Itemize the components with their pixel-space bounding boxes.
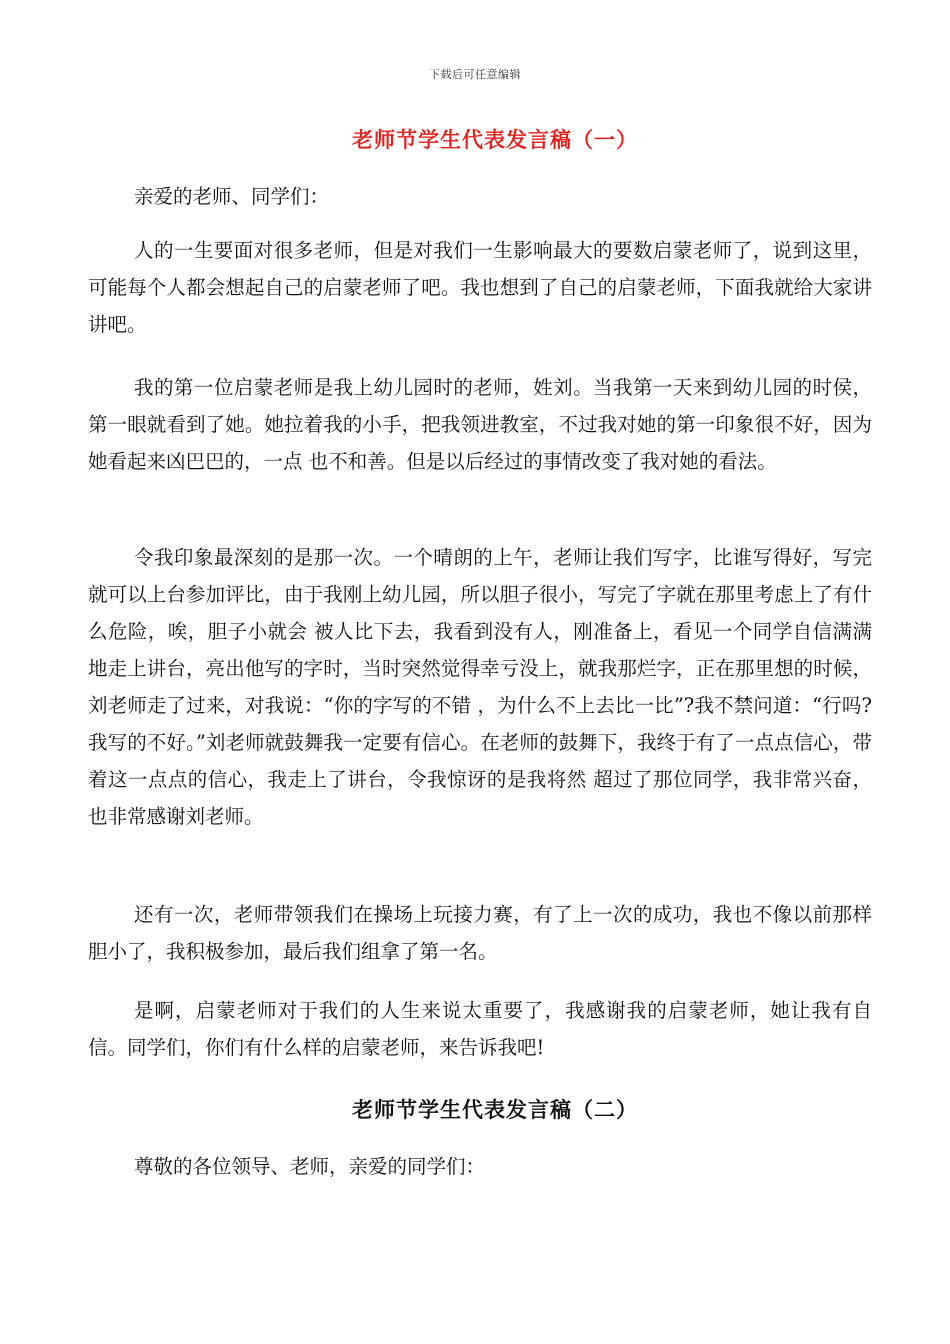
section1-paragraph-4: 还有一次，老师带领我们在操场上玩接力赛，有了上一次的成功，我也不像以前那样胆小了，我积极参加，最后我们组拿了第一名。 xyxy=(88,903,872,963)
section1-paragraph-2: 我的第一位启蒙老师是我上幼儿园时的老师，姓刘。当我第一天来到幼儿园的时侯，第一眼就看到了她。她拉着我的小手，把我领进教室，不过我对她的第一印象很不好，因为她看起来凶巴巴的，一点 也不和善。但是以后经过的事情改变了我对她的看法。 xyxy=(88,376,872,473)
section1-paragraph-5: 是啊，启蒙老师对于我们的人生来说太重要了，我感谢我的启蒙老师，她让我有自信。同学们，你们有什么样的启蒙老师，来告诉我吧! xyxy=(88,999,872,1059)
section1-greeting: 亲爱的老师、同学们： xyxy=(134,185,330,208)
section1-title: 老师节学生代表发言稿（一） xyxy=(352,127,638,152)
section2-greeting: 尊敬的各位领导、老师，亲爱的同学们： xyxy=(134,1155,486,1178)
section1-paragraph-3: 令我印象最深刻的是那一次。一个晴朗的上午，老师让我们写字，比谁写得好，写完就可以上台参加评比，由于我刚上幼儿园，所以胆子很小，写完了字就在那里考虑上了有什么危险，唉，胆子小就会 被人比下去，我看到没有人，刚准备上，看见一个同学自信满满地走上讲台，亮出他写的字时，当时突然觉得幸亏没上，就我那烂字，正在那里想的时候，刘老师走了过来，对我说：“你的字写的不错 ，为什么不上去比一比”?我不禁问道：“行吗?我写的不好。”刘老师就鼓舞我一定要有信心。在老师的鼓舞下，我终于有了一点点信心，带着这一点点的信心，我走上了讲台，令我惊讶的是我将然 超过了那位同学，我非常兴奋，也非常感谢刘老师。 xyxy=(88,546,872,828)
section1-paragraph-1: 人的一生要面对很多老师，但是对我们一生影响最大的要数启蒙老师了，说到这里，可能每个人都会想起自己的启蒙老师了吧。我也想到了自己的启蒙老师，下面我就给大家讲讲吧。 xyxy=(88,239,872,336)
header-note: 下载后可任意编辑 xyxy=(429,68,521,81)
section2-title: 老师节学生代表发言稿（二） xyxy=(352,1097,638,1122)
